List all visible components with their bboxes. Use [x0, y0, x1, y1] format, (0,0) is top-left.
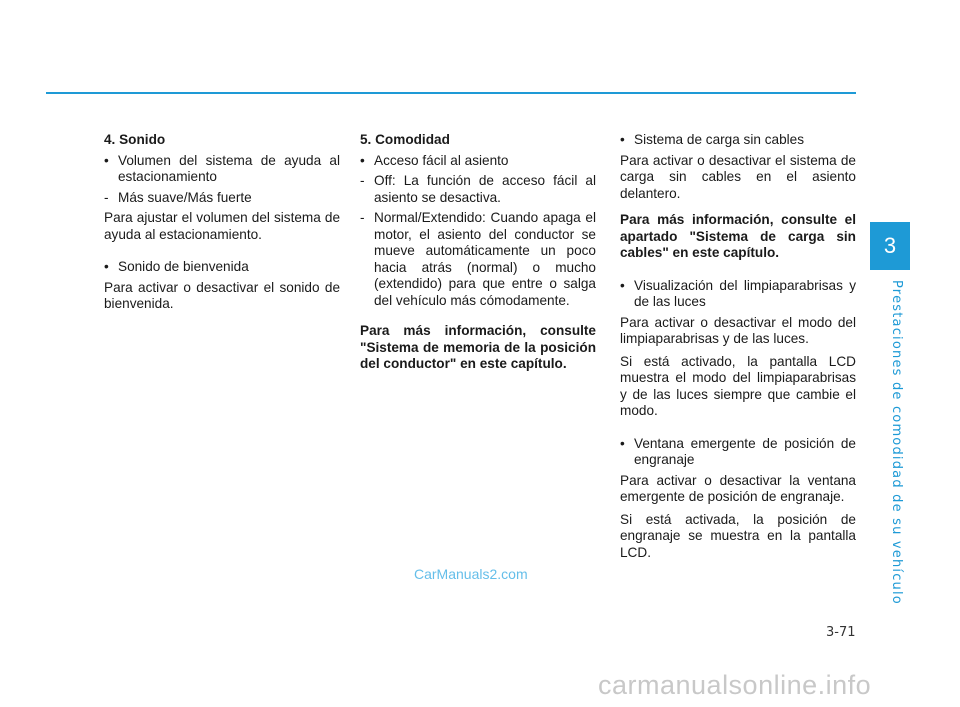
paragraph: Para activar o desactivar el sistema de carga sin cables en el asiento delantero.: [620, 152, 856, 201]
paragraph: Para ajustar el volumen del sistema de ayuda al estacionamiento.: [104, 210, 340, 242]
dash-marker: -: [360, 173, 365, 188]
bullet-marker: •: [104, 152, 109, 168]
bullet-text: Sonido de bienvenida: [118, 259, 249, 274]
bullet-marker: •: [620, 435, 625, 451]
bullet-item: [360, 153, 596, 170]
bullet-text: Sistema de carga sin cables: [634, 132, 805, 147]
paragraph: Para activar o desactivar la ventana emergente de posición de engranaje.: [620, 472, 856, 504]
column-3: [620, 132, 856, 567]
bullet-marker: •: [620, 132, 625, 147]
bullet-item: [620, 278, 856, 311]
dash-item: [104, 190, 340, 207]
bullet-item: [620, 132, 856, 149]
bullet-text: Acceso fácil al asiento: [374, 152, 509, 168]
bullet-text: Visualización del limpiaparabrisas y de las luces: [634, 277, 856, 309]
bullet-marker: •: [620, 277, 625, 293]
chapter-number-tab: 3: [870, 222, 910, 270]
bullet-item: [104, 259, 340, 276]
bullet-marker: •: [104, 259, 109, 274]
header-rule: [46, 92, 856, 94]
dash-item: [360, 173, 596, 206]
dash-text: Normal/Extendido: Cuando apaga el motor, el asiento del conductor se mueve automáticamente un poco hacia atrás (normal) o mucho (extendido) para que entre o salga del vehículo más cómodamente.: [374, 210, 596, 308]
bullet-item: [104, 153, 340, 186]
dash-marker: -: [360, 210, 365, 225]
page-number: 3-71: [826, 625, 856, 640]
column-2: [360, 132, 596, 379]
paragraph: Para activar o desactivar el modo del limpiaparabrisas y de las luces.: [620, 314, 856, 346]
watermark-carmanuals2[interactable]: CarManuals2.com: [414, 566, 528, 582]
reference-note: Para más información, consulte "Sistema de memoria de la posición del conductor" en este capítulo.: [360, 323, 596, 371]
column-1: [104, 132, 340, 319]
paragraph: Para activar o desactivar el sonido de bienvenida.: [104, 279, 340, 311]
bullet-text: Volumen del sistema de ayuda al estacionamiento: [118, 152, 340, 184]
watermark-carmanualsonline[interactable]: carmanualsonline.info: [598, 670, 872, 700]
dash-marker: -: [104, 189, 109, 205]
section-heading-comodidad: 5. Comodidad: [360, 132, 450, 147]
chapter-title: Prestaciones de comodidad de su vehículo: [889, 280, 904, 605]
dash-text: Off: La función de acceso fácil al asiento se desactiva.: [374, 173, 596, 205]
paragraph: Si está activada, la posición de engranaje se muestra en la pantalla LCD.: [620, 511, 856, 560]
bullet-item: [620, 436, 856, 469]
reference-note: Para más información, consulte el apartado "Sistema de carga sin cables" en este capítulo.: [620, 212, 856, 260]
section-heading-sonido: 4. Sonido: [104, 132, 166, 147]
dash-text: Más suave/Más fuerte: [118, 189, 252, 205]
paragraph: Si está activado, la pantalla LCD muestra el modo del limpiaparabrisas y de las luces siempre que cambie el modo.: [620, 353, 856, 418]
bullet-marker: •: [360, 152, 365, 168]
bullet-text: Ventana emergente de posición de engranaje: [634, 435, 856, 467]
dash-item: [360, 210, 596, 309]
